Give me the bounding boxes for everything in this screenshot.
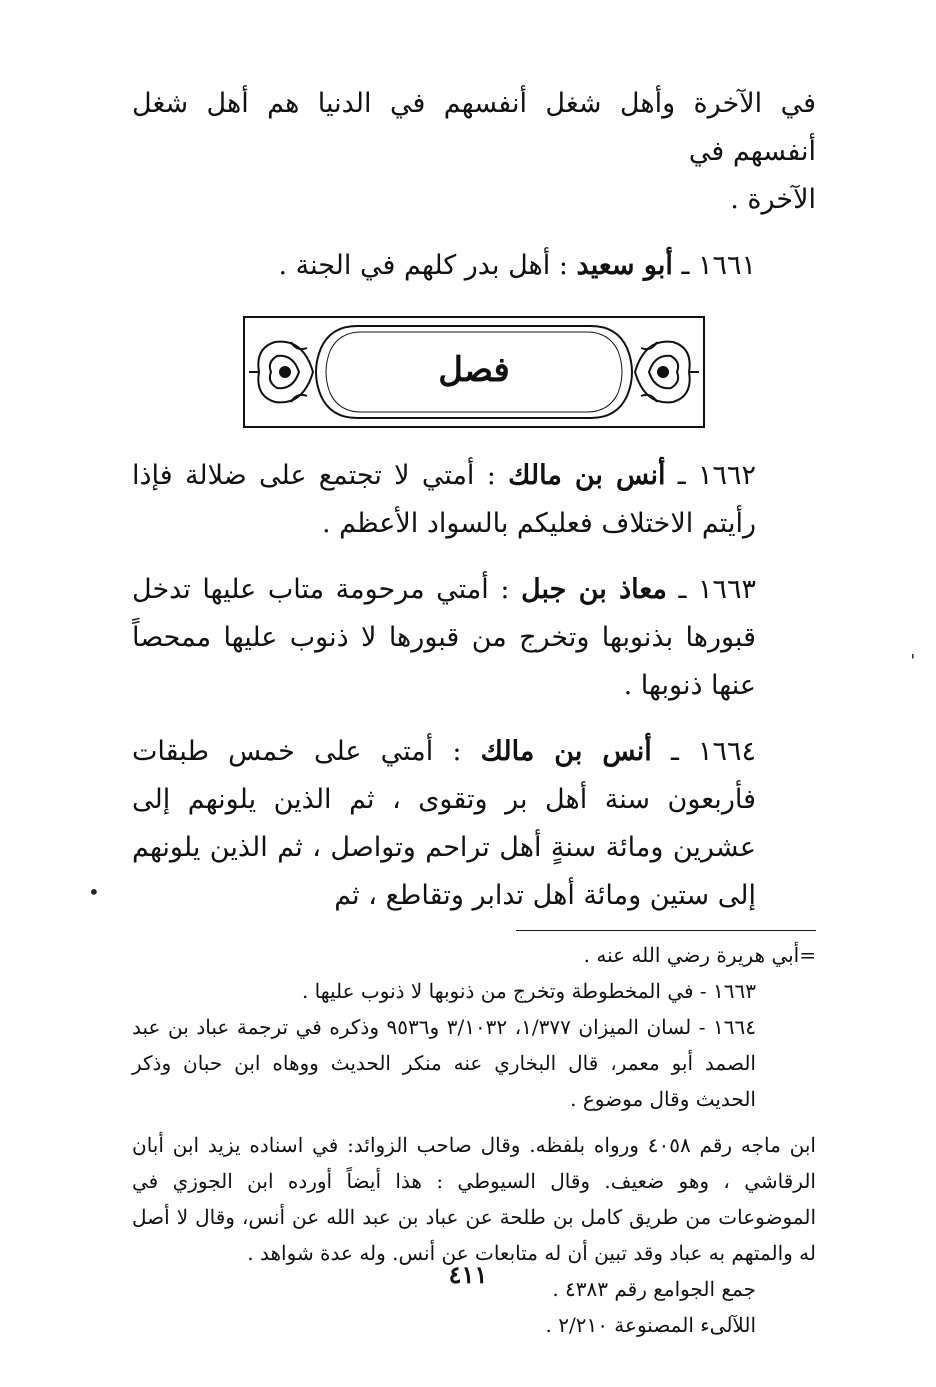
entry-number: ١٦٦٤ ـ — [670, 736, 757, 767]
section-banner — [243, 316, 705, 428]
entry-1662: ١٦٦٢ ـ أنس بن مالك : أمتي لا تجتمع على ضلالة فإذا رأيتم الاختلاف فعليكم بالسواد الأعظم . — [132, 460, 756, 539]
stray-tick-mark: ˈ — [910, 650, 916, 674]
entry-text: أمتي على خمس طبقات فأربعون سنة أهل بر وتقوى ، ثم الذين يلونهم إلى عشرين ومائة سنةٍ أهل تراحم وتواصل ، ثم الذين يلونهم إلى ستين ومائة أهل تدابر وتقاطع ، ثم — [132, 736, 756, 911]
footnote-jam: جمع الجوامع رقم ٤٣٨٣ . — [552, 1277, 756, 1301]
page-body — [132, 80, 816, 1343]
entry-1661: ١٦٦١ ـ أبو سعيد : أهل بدر كلهم في الجنة . — [278, 250, 756, 281]
footnote-1663: ١٦٦٣ - في المخطوطة وتخرج من ذنوبها لا ذنوب عليها . — [301, 979, 756, 1003]
main-text — [132, 80, 816, 920]
entry-narrator: معاذ بن جبل — [521, 574, 667, 605]
footnote-continuation: =أبي هريرة رضي الله عنه . — [583, 943, 816, 967]
section-title: فصل — [438, 350, 510, 390]
entry-number: ١٦٦٢ ـ — [677, 460, 756, 491]
entry-text: أمتي مرحومة متاب عليها تدخل قبورها بذنوبها وتخرج من قبورها لا ذنوب عليها ممحصاً عنها ذنوبها . — [132, 574, 756, 701]
footnote-sources: ابن ماجه رقم ٤٠٥٨ ورواه بلفظه. وقال صاحب الزوائد: في اسناده يزيد ابن أبان الرقاشي ، وهو ضعيف. وقال السيوطي : هذا أيضاً أورده ابن الجوزي في الموضوعات من طريق كامل بن طلحة عن عباد بن عبد الله عن أنس، وقال لا أصل له والمتهم به عباد وقد تبين أن له متابعات عن أنس. وله عدة شواهد . — [132, 1133, 816, 1265]
entry-1663: ١٦٦٣ ـ معاذ بن جبل : أمتي مرحومة متاب عليها تدخل قبورها بذنوبها وتخرج من قبورها لا ذنوب عليها ممحصاً عنها ذنوبها . — [132, 574, 756, 701]
footnote-separator — [516, 930, 816, 931]
entry-1664: ١٦٦٤ ـ أنس بن مالك : أمتي على خمس طبقات فأربعون سنة أهل بر وتقوى ، ثم الذين يلونهم إلى عشرين ومائة سنةٍ أهل تراحم وتواصل ، ثم الذين يلونهم إلى ستين ومائة أهل تدابر وتقاطع ، ثم — [132, 736, 757, 911]
footnote-laali: اللآلىء المصنوعة ٢/٢١٠ . — [545, 1313, 756, 1337]
entry-text: أمتي لا تجتمع على ضلالة فإذا رأيتم الاختلاف فعليكم بالسواد الأعظم . — [132, 460, 756, 539]
page-number: ٤١١ — [448, 1260, 488, 1289]
entry-narrator: أبو سعيد — [576, 250, 673, 281]
stray-dot-mark: • — [88, 880, 100, 904]
entry-text: أهل بدر كلهم في الجنة . — [278, 250, 551, 281]
footnote-1664: ١٦٦٤ - لسان الميزان ١/٣٧٧، ٣/١٠٣٢ و٩٥٣٦ وذكره في ترجمة عباد بن عبد الصمد أبو معمر، قال البخاري عنه منكر الحديث ووهاه ابن حبان وذكر الحديث وقال موضوع . — [132, 1015, 757, 1111]
entry-narrator: أنس بن مالك — [480, 736, 652, 767]
entry-narrator: أنس بن مالك — [508, 460, 666, 491]
entry-number: ١٦٦٣ ـ — [678, 574, 756, 605]
continuation-line-1: في الآخرة وأهل شغل أنفسهم في الدنيا هم أهل شغل أنفسهم في — [132, 88, 816, 167]
continuation-line-2: الآخرة . — [730, 184, 816, 215]
entry-number: ١٦٦١ ـ — [681, 250, 756, 281]
